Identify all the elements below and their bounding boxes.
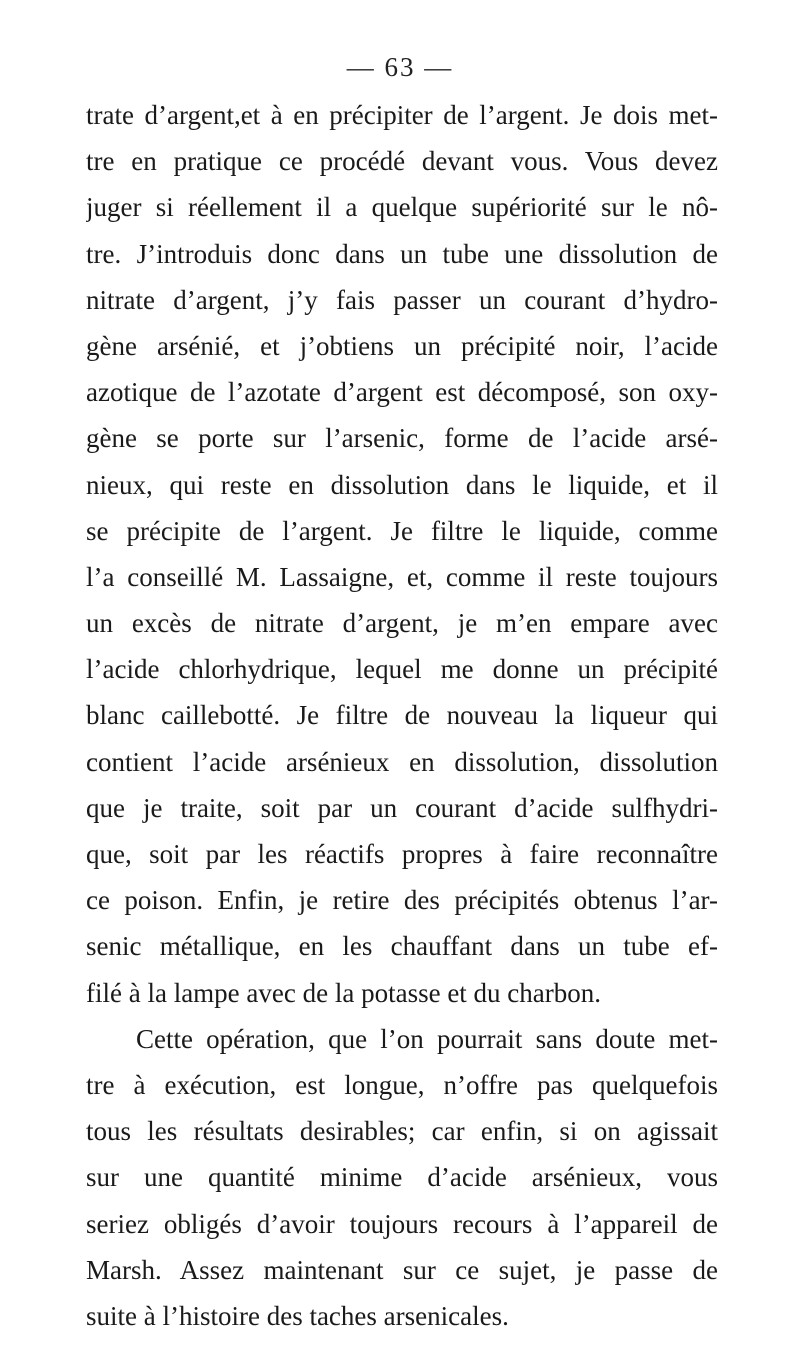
text-line: Marsh. Assez maintenant sur ce sujet, je passe de [86,1254,718,1285]
page-number: — 63 — [346,52,454,82]
text-line: gène arsénié, et j’obtiens un précipité noir, l’acide [86,330,718,361]
text-line: gène se porte sur l’arsenic, forme de l’acide arsé- [86,423,718,454]
text-line: nieux, qui reste en dissolution dans le liquide, et il [86,469,718,500]
text-line: seriez obligés d’avoir toujours recours à l’appareil de [86,1208,718,1239]
text-line: que je traite, soit par un courant d’acide sulfhydri- [86,792,718,823]
text-line: ce poison. Enfin, je retire des précipités obtenus l’ar- [86,885,718,916]
text-line: contient l’acide arsénieux en dissolution, dissolution [86,746,718,777]
text-line: l’a conseillé M. Lassaigne, et, comme il reste toujours [86,561,718,592]
text-line: blanc caillebotté. Je filtre de nouveau la liqueur qui [86,700,718,731]
text-line: un excès de nitrate d’argent, je m’en empare avec [86,608,718,639]
text-line: senic métallique, en les chauffant dans un tube ef- [86,931,718,962]
text-line: nitrate d’argent, j’y fais passer un courant d’hydro- [86,284,718,315]
text-line: se précipite de l’argent. Je filtre le liquide, comme [86,515,718,546]
text-line: azotique de l’azotate d’argent est décomposé, son oxy- [86,377,718,408]
body-text [86,92,718,1339]
paragraph-end-line: filé à la lampe avec de la potasse et du charbon. [86,977,602,1008]
text-line: trate d’argent,et à en précipiter de l’argent. Je dois met- [86,100,718,130]
text-line: l’acide chlorhydrique, lequel me donne un précipité [86,654,718,685]
text-line: juger si réellement il a quelque supériorité sur le nô- [86,192,718,223]
paragraph-end-line: suite à l’histoire des taches arsenicales. [86,1300,509,1331]
text-line: tre à exécution, est longue, n’offre pas quelquefois [86,1069,718,1100]
text-line: sur une quantité minime d’acide arsénieux, vous [86,1162,718,1193]
text-line: tous les résultats desirables; car enfin, si on agissait [86,1116,718,1147]
text-line: tre. J’introduis donc dans un tube une dissolution de [86,238,718,269]
text-line: tre en pratique ce procédé devant vous. Vous devez [86,146,718,177]
paragraph-start-line: Cette opération, que l’on pourrait sans doute met- [136,1023,718,1054]
text-line: que, soit par les réactifs propres à faire reconnaître [86,839,718,869]
